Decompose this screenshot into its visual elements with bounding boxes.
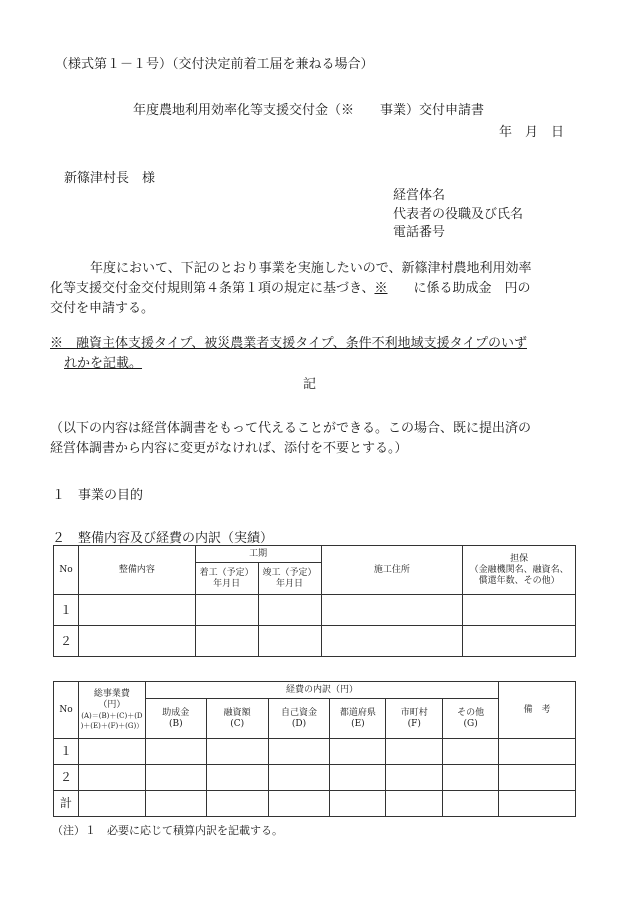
col-name: その他 — [457, 707, 485, 718]
table2-col-subsidy — [145, 699, 206, 739]
col-name: 都道府県 — [339, 707, 376, 718]
table2-cell — [78, 765, 145, 791]
table2-remarks-header: 備 考 — [499, 682, 576, 739]
table2-cell — [268, 739, 330, 765]
table1-cell — [463, 595, 576, 626]
table1-cell — [321, 626, 463, 657]
application-body — [50, 259, 580, 319]
type-note — [50, 334, 580, 374]
col-name: 市町村 — [400, 707, 428, 718]
body-line-3: 交付を申請する。 — [50, 301, 155, 316]
table2-cell — [499, 739, 576, 765]
col-name: 融資額 — [223, 707, 251, 718]
table1-row-no: １ — [54, 595, 79, 626]
table1-start-header — [195, 563, 258, 595]
table2-cell — [443, 765, 499, 791]
table2-cell — [443, 739, 499, 765]
col-name: 助成金 — [162, 707, 190, 718]
table2-cell — [386, 739, 443, 765]
table2-total-b: （円） — [98, 700, 126, 710]
table2-total-formula-b: )＋(E)＋(F)＋(G)） — [80, 722, 144, 730]
table2-total-a: 総事業費 — [93, 689, 130, 699]
applicant-representative: 代表者の役職及び氏名 — [393, 207, 524, 222]
col-code: (B) — [168, 718, 183, 729]
table1-cell — [258, 595, 321, 626]
table1-collateral-header — [463, 546, 576, 595]
table2-cell — [206, 739, 268, 765]
type-note-line-2: れかを記載。 — [64, 356, 143, 371]
table1-cell — [78, 626, 195, 657]
form-label: （様式第１－１号）（交付決定前着工届を兼ねる場合） — [55, 57, 374, 72]
ki-heading: 記 — [303, 377, 317, 392]
type-note-line-1: ※ 融資主体支援タイプ、被災農業者支援タイプ、条件不利地域支援タイプのいず — [50, 336, 527, 351]
instruction-note — [50, 419, 580, 459]
instruction-line-2: 経営体調書から内容に変更がなければ、添付を不要とする。） — [50, 441, 408, 456]
section-1-heading: １ 事業の目的 — [52, 488, 144, 503]
table1-no-header: No — [54, 546, 79, 595]
table1-row-no: ２ — [54, 626, 79, 657]
table1-cell — [321, 595, 463, 626]
table1-cell — [463, 626, 576, 657]
table2-cell — [499, 765, 576, 791]
table2-cell — [145, 791, 206, 817]
table2-cell — [499, 791, 576, 817]
table1-cell — [195, 595, 258, 626]
table2-col-own-funds — [268, 699, 330, 739]
col-code: (E) — [351, 718, 365, 729]
col-code: (F) — [407, 718, 421, 729]
table2-col-municipality — [386, 699, 443, 739]
col-code: (C) — [230, 718, 245, 729]
document-title: 年度農地利用効率化等支援交付金（※ 事業）交付申請書 — [133, 103, 485, 118]
table1-cell — [258, 626, 321, 657]
col-name: 自己資金 — [281, 707, 318, 718]
table2-total-formula-a: (A)＝(B)＋(C)＋(D — [81, 712, 143, 720]
instruction-line-1: （以下の内容は経営体調書をもって代えることができる。この場合、既に提出済の — [50, 421, 532, 436]
table2-cell — [145, 765, 206, 791]
table2-cell — [443, 791, 499, 817]
table1-cell — [78, 595, 195, 626]
table2-col-other — [443, 699, 499, 739]
table2-cell — [206, 765, 268, 791]
body-line-2-mark: ※ — [374, 281, 388, 296]
table1-collateral-label: 担保 — [510, 553, 529, 564]
table2-row-no: １ — [54, 739, 79, 765]
col-code: (D) — [291, 718, 307, 729]
table2-total-row-label: 計 — [54, 791, 79, 817]
body-line-2-tail: に係る助成金 円の — [413, 281, 531, 296]
table2-cell — [78, 791, 145, 817]
footnote: （注）１ 必要に応じて積算内訳を記載する。 — [52, 824, 283, 837]
expense-breakdown-table — [53, 681, 576, 817]
table1-end-a: 竣工（予定） — [262, 567, 317, 578]
table2-no-header: No — [54, 682, 79, 739]
body-line-2 — [50, 279, 580, 299]
table2-cell — [268, 765, 330, 791]
applicant-phone: 電話番号 — [393, 225, 446, 240]
table2-row-no: ２ — [54, 765, 79, 791]
table2-col-prefecture — [330, 699, 386, 739]
body-line-1: 年度において、下記のとおり事業を実施したいので、新篠津村農地利用効率 — [90, 261, 532, 276]
table2-cell — [78, 739, 145, 765]
table2-cell — [386, 791, 443, 817]
table1-start-b: 年月日 — [213, 578, 241, 589]
table2-cell — [145, 739, 206, 765]
date-line: 年 月 日 — [499, 125, 565, 140]
table2-cell — [330, 791, 386, 817]
table2-cell — [330, 739, 386, 765]
table1-start-a: 着工（予定） — [199, 567, 254, 578]
table1-collateral-detail-b: 償還年数、その他） — [478, 575, 560, 586]
table1-period-header: 工期 — [195, 546, 321, 563]
table2-cell — [268, 791, 330, 817]
table2-total-header — [78, 682, 145, 739]
table1-site-header: 施工住所 — [321, 546, 463, 595]
table2-breakdown-header: 経費の内訳（円） — [145, 682, 498, 699]
table1-end-header — [258, 563, 321, 595]
body-line-2-text: 化等支援交付金交付規則第４条第１項の規定に基づき、 — [50, 281, 375, 296]
table2-cell — [206, 791, 268, 817]
table2-cell — [386, 765, 443, 791]
section-2-heading: ２ 整備内容及び経費の内訳（実績） — [52, 531, 274, 546]
addressee: 新篠津村長 様 — [64, 171, 156, 186]
table1-collateral-detail-a: （金融機関名、融資名、 — [469, 564, 569, 575]
applicant-entity: 経営体名 — [393, 188, 446, 203]
works-schedule-table — [53, 545, 576, 657]
table2-cell — [330, 765, 386, 791]
table1-cell — [195, 626, 258, 657]
table1-content-header: 整備内容 — [78, 546, 195, 595]
table2-col-loan — [206, 699, 268, 739]
table1-end-b: 年月日 — [276, 578, 304, 589]
col-code: (G) — [463, 718, 478, 729]
